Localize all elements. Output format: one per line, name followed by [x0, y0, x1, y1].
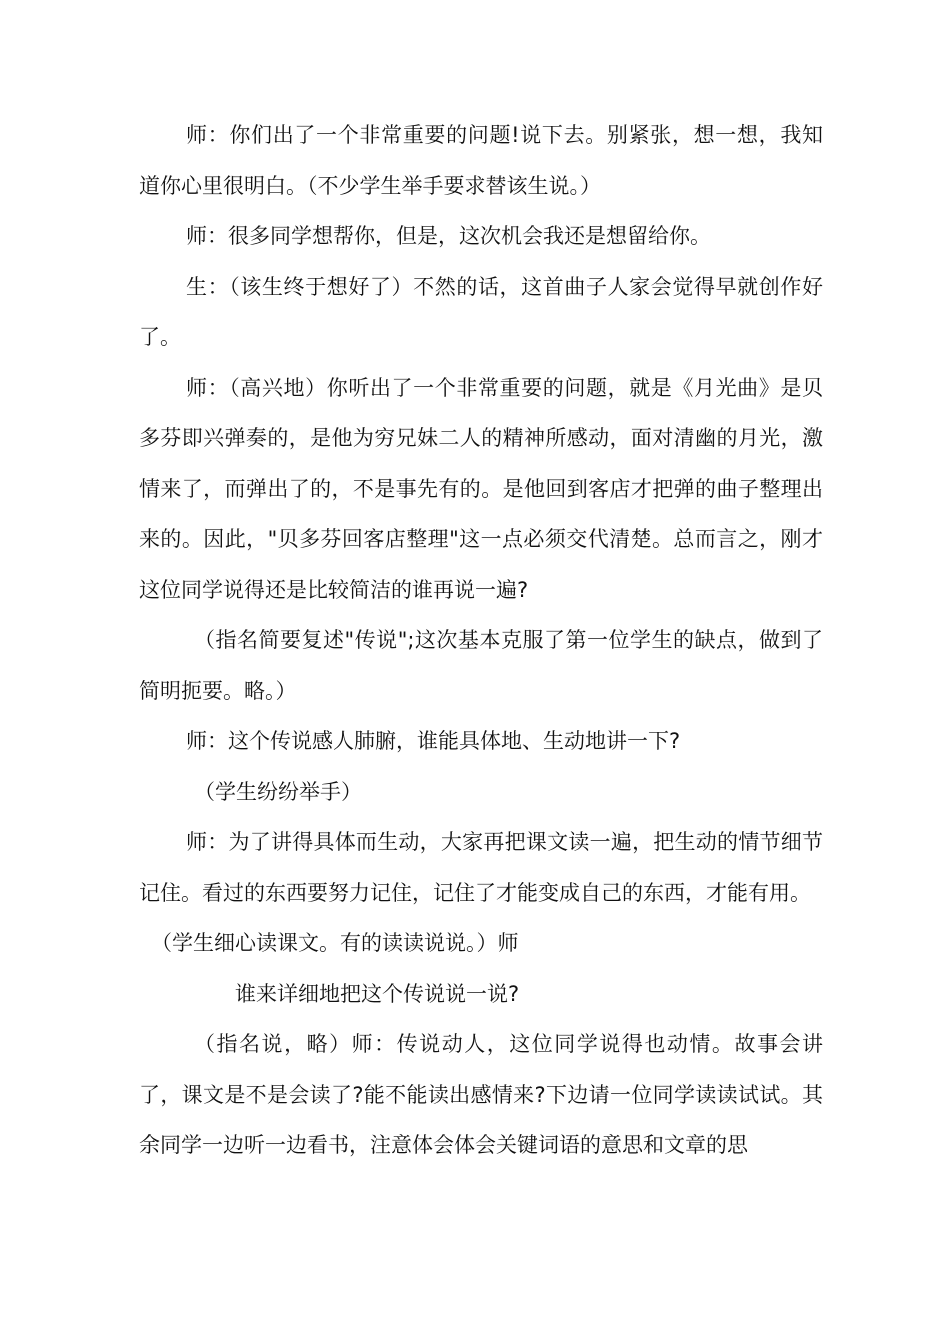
paragraph-student-1: 生：（该生终于想好了）不然的话，这首曲子人家会觉得早就创作好了。: [139, 274, 823, 349]
paragraph-note-3: （学生细心读课文。有的读读说说。）师: [151, 931, 519, 955]
paragraph-note-2: （学生纷纷举手）: [194, 779, 362, 804]
paragraph-teacher-5: 师：为了讲得具体而生动，大家再把课文读一遍，把生动的情节细节记住。看过的东西要努力记住，记住了才能变成自己的东西，才能有用。: [139, 830, 823, 905]
paragraph-teacher-6: 谁来详细地把这个传说说一说?: [235, 981, 520, 1006]
paragraph-teacher-4: 师：这个传说感人肺腑，谁能具体地、生动地讲一下?: [186, 729, 681, 753]
document-body: [139, 110, 823, 1171]
paragraph-teacher-3: 师：（高兴地）你听出了一个非常重要的问题，就是《月光曲》是贝多芬即兴弹奏的，是他为穷兄妹二人的精神所感动，面对清幽的月光，激情来了，而弹出了的，不是事先有的。是他回到客店才把弹的曲子整理出来的。因此，"贝多芬回客店整理"这一点必须交代清楚。总而言之，刚才这位同学说得还是比较简洁的谁再说一遍?: [139, 375, 823, 602]
paragraph-teacher-7: （指名说，略）师：传说动人，这位同学说得也动情。故事会讲了，课文是不是会读了?能不能读出感情来?下边请一位同学读读试试。其余同学一边听一边看书，注意体会体会关键词语的意思和文章的思: [139, 1032, 823, 1157]
paragraph-teacher-2: 师：很多同学想帮你，但是，这次机会我还是想留给你。: [186, 224, 711, 248]
paragraph-teacher-1: 师：你们出了一个非常重要的问题!说下去。别紧张，想一想，我知道你心里很明白。（不少学生举手要求替该生说。）: [139, 123, 823, 198]
paragraph-note-1: （指名简要复述"传说";这次基本克服了第一位学生的缺点，做到了简明扼要。略。）: [139, 628, 823, 703]
